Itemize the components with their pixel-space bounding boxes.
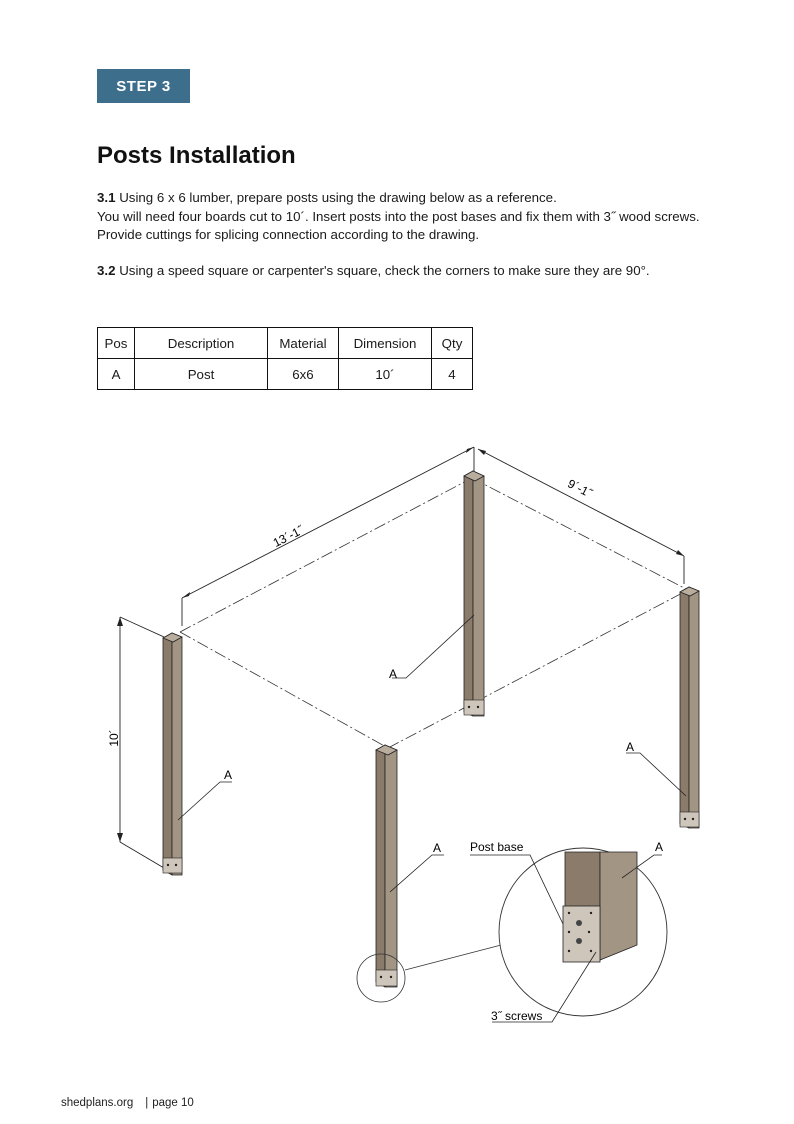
footer-site: shedplans.org [61,1097,134,1109]
dimension-lines [120,447,684,868]
step-label: STEP 3 [116,77,171,95]
dimension-length-label: 13´-1˝ [270,522,306,550]
step-badge [97,69,190,103]
label-a-front-left: A [224,768,233,782]
post-front-left [163,633,182,875]
post-front-middle [376,745,397,987]
footer-separator: | [145,1097,149,1109]
leader-lines [178,615,686,892]
cell-material: 6x6 [268,359,339,390]
header-description: Description [135,328,268,359]
header-material: Material [268,328,339,359]
table-row [98,359,473,390]
post-back [464,471,484,716]
label-screws: 3˝ screws [491,1009,543,1023]
header-pos: Pos [98,328,135,359]
footer-page: page 10 [152,1097,194,1109]
header-dimension: Dimension [339,328,432,359]
parts-table [97,327,473,390]
post-right [680,587,699,828]
instruction-3-1-line2: You will need four boards cut to 10´. Insert posts into the post bases and fix them with 3˝ wood screws. [97,208,700,224]
detail-callout [357,848,667,1016]
label-a-front-middle: A [433,841,442,855]
instruction-3-2-text: Using a speed square or carpenter's square, check the corners to make sure they are 90°. [115,263,650,278]
instruction-3-1 [97,189,757,245]
cell-dimension: 10´ [339,359,432,390]
label-a-right: A [626,740,635,754]
dimension-height-label: 10´ [107,729,121,747]
cell-qty: 4 [432,359,473,390]
instruction-3-2 [97,262,757,281]
posts-isometric-drawing [0,400,794,1050]
label-a-detail: A [655,840,664,854]
instruction-3-1-line3: Provide cuttings for splicing connection according to the drawing. [97,227,480,242]
instruction-3-1-number: 3.1 [97,190,116,205]
parts-table-header-row [98,328,473,359]
instruction-3-1-line1: Using 6 x 6 lumber, prepare posts using the drawing below as a reference. [115,190,557,205]
footer [61,1097,194,1109]
label-post-base: Post base [470,840,524,854]
dimension-width-label: 9´-1˝ [565,476,595,501]
cell-pos: A [98,359,135,390]
page-title: Posts Installation [97,142,296,169]
instruction-3-2-number: 3.2 [97,263,116,278]
label-a-back: A [389,667,398,681]
cell-description: Post [135,359,268,390]
header-qty: Qty [432,328,473,359]
